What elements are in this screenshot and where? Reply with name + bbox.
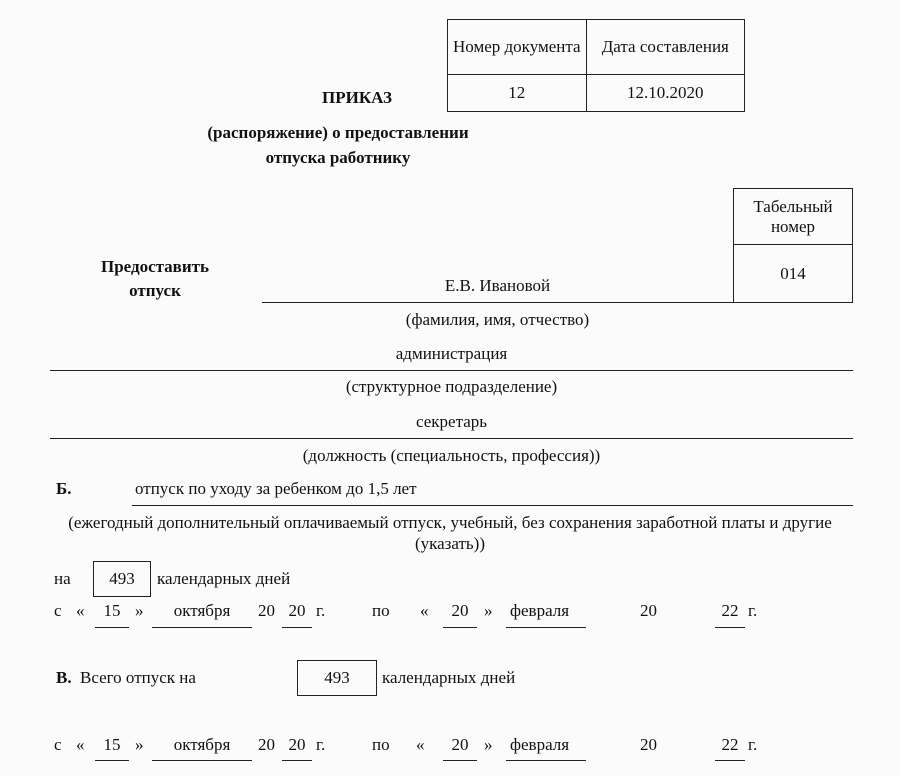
to-month-line-v [506,760,586,761]
position-value: секретарь [415,412,488,431]
days-box-b: 493 [93,561,151,597]
to-year-line-v [715,760,745,761]
doc-number-header: Номер документа [448,20,587,75]
from-day-b: 15 [103,601,121,620]
from-year-prefix-b: 20 [258,601,275,620]
from-prefix-v: с [54,735,62,754]
to-year-b: 22 [721,601,739,620]
total-leave-text: Всего отпуск на [80,668,196,687]
fio-caption: (фамилия, имя, отчество) [405,310,590,329]
quote-open: « [420,601,429,620]
to-month-line-b [506,627,586,628]
section-b-letter: Б. [56,479,72,498]
to-month-b: февраля [510,601,570,620]
from-day-line-b [95,627,129,628]
from-year-b: 20 [288,601,306,620]
to-year-v: 22 [721,735,739,754]
tabel-number-table [733,188,853,303]
tabel-header: Табельный номер [734,189,853,245]
quote-close: » [135,735,144,754]
days-label-v: календарных дней [382,668,516,687]
tabel-value: 014 [734,245,853,303]
quote-open: « [76,601,85,620]
to-day-line-b [443,627,477,628]
from-year-prefix-v: 20 [258,735,275,754]
days-box-v: 493 [297,660,377,696]
doc-number-value: 12 [448,75,587,112]
position-line [50,438,853,439]
from-year-suffix-v: г. [316,735,326,754]
to-month-v: февраля [510,735,570,754]
from-year-line-b [282,627,312,628]
to-year-prefix-v: 20 [640,735,657,754]
to-year-suffix-v: г. [748,735,758,754]
grant-leave-label: Предоставить отпуск [100,257,210,300]
to-prefix-v: по [372,735,390,754]
to-day-line-v [443,760,477,761]
department-line [50,370,853,371]
from-month-b: октября [173,601,231,620]
days-label-b: календарных дней [157,569,291,588]
doc-date-header: Дата составления [586,20,744,75]
order-title: ПРИКАЗ [322,88,392,107]
from-month-v: октября [173,735,231,754]
to-year-line-b [715,627,745,628]
department-value: администрация [395,344,508,363]
position-caption: (должность (специальность, профессия)) [302,446,601,465]
section-v-letter: В. [56,668,72,687]
order-subtitle: (распоряжение) о предоставлении отпуска работнику [207,123,469,167]
from-year-v: 20 [288,735,306,754]
quote-close: » [484,601,493,620]
on-prefix: на [54,569,71,588]
to-year-suffix-b: г. [748,601,758,620]
doc-date-value: 12.10.2020 [586,75,744,112]
from-day-v: 15 [103,735,121,754]
leave-type: отпуск по уходу за ребенком до 1,5 лет [135,479,417,498]
from-day-line-v [95,760,129,761]
leave-type-line [132,505,853,506]
leave-type-caption: (ежегодный дополнительный оплачиваемый отпуск, учебный, без сохранения заработной платы и другие (указать)) [68,513,832,553]
quote-close: » [484,735,493,754]
document-number-date-table [447,19,745,112]
from-prefix-b: с [54,601,62,620]
to-day-v: 20 [451,735,469,754]
department-caption: (структурное подразделение) [345,377,558,396]
to-day-b: 20 [451,601,469,620]
quote-open: « [416,735,425,754]
employee-name: Е.В. Ивановой [444,276,551,295]
from-month-line-v [152,760,252,761]
employee-name-line [262,302,734,303]
from-year-suffix-b: г. [316,601,326,620]
quote-close: » [135,601,144,620]
quote-open: « [76,735,85,754]
from-month-line-b [152,627,252,628]
from-year-line-v [282,760,312,761]
to-prefix-b: по [372,601,390,620]
to-year-prefix-b: 20 [640,601,657,620]
